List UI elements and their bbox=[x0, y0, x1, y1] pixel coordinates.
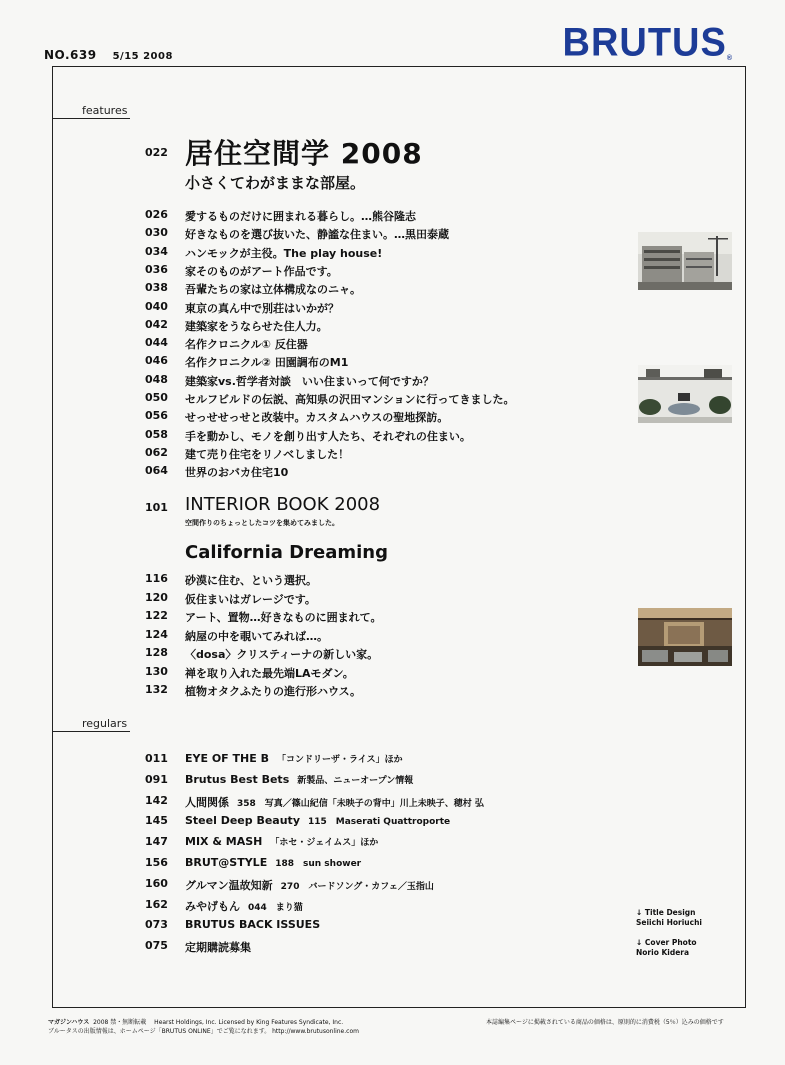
item-title: ハンモックが主役。The play house! bbox=[185, 246, 383, 260]
feature-contents-list bbox=[145, 208, 625, 488]
item-title: 東京の真ん中で別荘はいかが？ bbox=[185, 301, 339, 315]
item-title: 手を動かし、モノを創り出す人たち、それぞれの住まい。 bbox=[185, 429, 471, 443]
interior-photo bbox=[638, 365, 732, 423]
feature-page-number: 022 bbox=[145, 146, 168, 159]
regulars-divider bbox=[52, 731, 130, 732]
item-title: MIX & MASH 「ホセ・ジェイムス」ほか bbox=[185, 835, 379, 849]
page-number: 046 bbox=[145, 354, 168, 368]
item-title: Brutus Best Bets 新製品、ニューオープン情報 bbox=[185, 772, 414, 786]
page-number: 091 bbox=[145, 772, 168, 786]
item-detail: 044 まり猫 bbox=[248, 902, 303, 913]
item-detail: 「コンドリーザ・ライス」ほか bbox=[276, 755, 403, 765]
item-title: 禅を取り入れた最先端LAモダン。 bbox=[185, 666, 354, 680]
page-number: 048 bbox=[145, 372, 168, 386]
page-number: 145 bbox=[145, 814, 168, 828]
publisher-logo: マガジンハウス bbox=[48, 1019, 90, 1026]
item-title: 好きなものを選び抜いた、静謐な住まい。…黒田泰蔵 bbox=[185, 228, 449, 242]
item-title: BRUTUS BACK ISSUES bbox=[185, 918, 321, 932]
item-title: みやげもん 044 まり猫 bbox=[185, 899, 303, 913]
item-title: 仮住まいはガレージです。 bbox=[185, 592, 316, 606]
item-detail: 358 写真／篠山紀信「未映子の背中」川上未映子、穂村 弘 bbox=[237, 798, 484, 809]
item-title: セルフビルドの伝説、高知県の沢田マンションに行ってきました。 bbox=[185, 393, 515, 406]
page-number: 044 bbox=[145, 336, 168, 350]
item-title: EYE OF THE B 「コンドリーザ・ライス」ほか bbox=[185, 752, 403, 765]
regulars-label: regulars bbox=[82, 717, 128, 730]
item-detail: 115 Maserati Quattroporte bbox=[307, 817, 451, 828]
interior-title: INTERIOR BOOK 2008 bbox=[185, 494, 381, 515]
item-title: グルマン温故知新 270 バードソング・カフェ／玉指山 bbox=[185, 878, 434, 892]
footer-left: マガジンハウス 2008 禁・無断転載 Hearst Holdings, Inc. Licensed by King Features Syndicate, Inc. ブルータスの出版情報は、ホームページ「BRUTUS ONLINE」でご覧になれます。 http://www.brutusonline.com bbox=[48, 1019, 359, 1035]
credit-cover-photo: ↓ Cover Photo Norio Kidera bbox=[636, 938, 697, 957]
item-title: 建築家をうならせた住人力。 bbox=[185, 319, 328, 333]
page-number: 142 bbox=[145, 793, 168, 807]
item-title: せっせせっせと改装中。カスタムハウスの聖地探訪。 bbox=[185, 411, 449, 425]
item-title: 植物オタクふたりの進行形ハウス。 bbox=[185, 685, 361, 698]
item-detail: 188 sun shower bbox=[275, 859, 362, 869]
page-number: 064 bbox=[145, 464, 168, 478]
page-number: 130 bbox=[145, 664, 168, 678]
regulars-contents-list bbox=[145, 752, 625, 962]
page-number: 038 bbox=[145, 281, 168, 295]
room-photo bbox=[638, 608, 732, 666]
item-title: 家そのものがアート作品です。 bbox=[185, 264, 338, 278]
page-number: 042 bbox=[145, 317, 168, 331]
features-divider bbox=[52, 118, 130, 119]
item-title: 建て売り住宅をリノベしました！ bbox=[185, 447, 350, 461]
page-number: 075 bbox=[145, 939, 168, 953]
california-title: California Dreaming bbox=[185, 542, 388, 563]
item-title: アート、置物…好きなものに囲まれて。 bbox=[185, 611, 382, 624]
features-label: features bbox=[82, 104, 128, 117]
page-number: 011 bbox=[145, 752, 168, 765]
page-number: 073 bbox=[145, 918, 168, 932]
feature-title: 居住空間学 2008 bbox=[185, 137, 423, 170]
page-number: 124 bbox=[145, 627, 168, 641]
page-number: 034 bbox=[145, 244, 168, 258]
item-title: 〈dosa〉クリスティーナの新しい家。 bbox=[185, 648, 379, 661]
building-photo bbox=[638, 232, 732, 290]
page-number: 030 bbox=[145, 226, 168, 240]
page-number: 128 bbox=[145, 646, 168, 659]
issue-info bbox=[44, 48, 173, 62]
issue-date: 5/15 2008 bbox=[112, 51, 173, 62]
item-title: 人間関係 358 写真／篠山紀信「未映子の背中」川上未映子、穂村 弘 bbox=[185, 795, 484, 809]
page-number: 026 bbox=[145, 208, 168, 221]
page-number: 040 bbox=[145, 299, 168, 313]
feature-subtitle: 小さくてわがままな部屋。 bbox=[185, 174, 366, 192]
item-detail: 新製品、ニューオープン情報 bbox=[297, 775, 414, 786]
page-number: 162 bbox=[145, 897, 168, 911]
page-number: 058 bbox=[145, 427, 168, 441]
page-number: 036 bbox=[145, 262, 168, 276]
page-number: 116 bbox=[145, 572, 168, 585]
page-number: 160 bbox=[145, 876, 168, 890]
item-title: 吾輩たちの家は立体構成なのニャ。 bbox=[185, 283, 361, 297]
item-title: 砂漠に住む、という選択。 bbox=[185, 574, 317, 587]
item-title: 納屋の中を覗いてみれば…。 bbox=[185, 629, 328, 643]
credit-title-design: ↓ Title Design Seiichi Horiuchi bbox=[636, 908, 702, 927]
item-title: Steel Deep Beauty 115 Maserati Quattroporte bbox=[185, 814, 451, 828]
item-detail: 「ホセ・ジェイムス」ほか bbox=[270, 838, 379, 849]
interior-page-number: 101 bbox=[145, 501, 168, 514]
item-title: 名作クロニクル② 田園調布のM1 bbox=[185, 356, 349, 370]
item-title: 名作クロニクル① 反住器 bbox=[185, 338, 308, 352]
page-number: 147 bbox=[145, 835, 168, 849]
footer-right: 本誌編集ページに掲載されている商品の価格は、原則的に消費税（5％）込みの価格です bbox=[486, 1019, 724, 1026]
item-title: BRUT@STYLE 188 sun shower bbox=[185, 856, 362, 869]
page-number: 056 bbox=[145, 409, 168, 423]
page-number: 062 bbox=[145, 445, 168, 459]
page-number: 132 bbox=[145, 683, 168, 696]
item-detail: 270 バードソング・カフェ／玉指山 bbox=[280, 881, 434, 892]
page-number: 120 bbox=[145, 590, 168, 604]
interior-subtitle: 空間作りのちょっとしたコツを集めてみました。 bbox=[185, 519, 339, 527]
brutus-logo: BRUTUS® bbox=[562, 20, 733, 66]
issue-number: NO.639 bbox=[44, 48, 97, 62]
page-number: 122 bbox=[145, 609, 168, 622]
item-title: 愛するものだけに囲まれる暮らし。…熊谷隆志 bbox=[185, 210, 416, 223]
item-title: 世界のおバカ住宅10 bbox=[185, 466, 289, 480]
item-title: 建築家vs.哲学者対談 いい住まいって何ですか？ bbox=[185, 374, 434, 388]
item-title: 定期購読募集 bbox=[185, 941, 251, 955]
interior-contents-list bbox=[145, 572, 625, 702]
page-number: 050 bbox=[145, 391, 168, 404]
page-number: 156 bbox=[145, 856, 168, 869]
